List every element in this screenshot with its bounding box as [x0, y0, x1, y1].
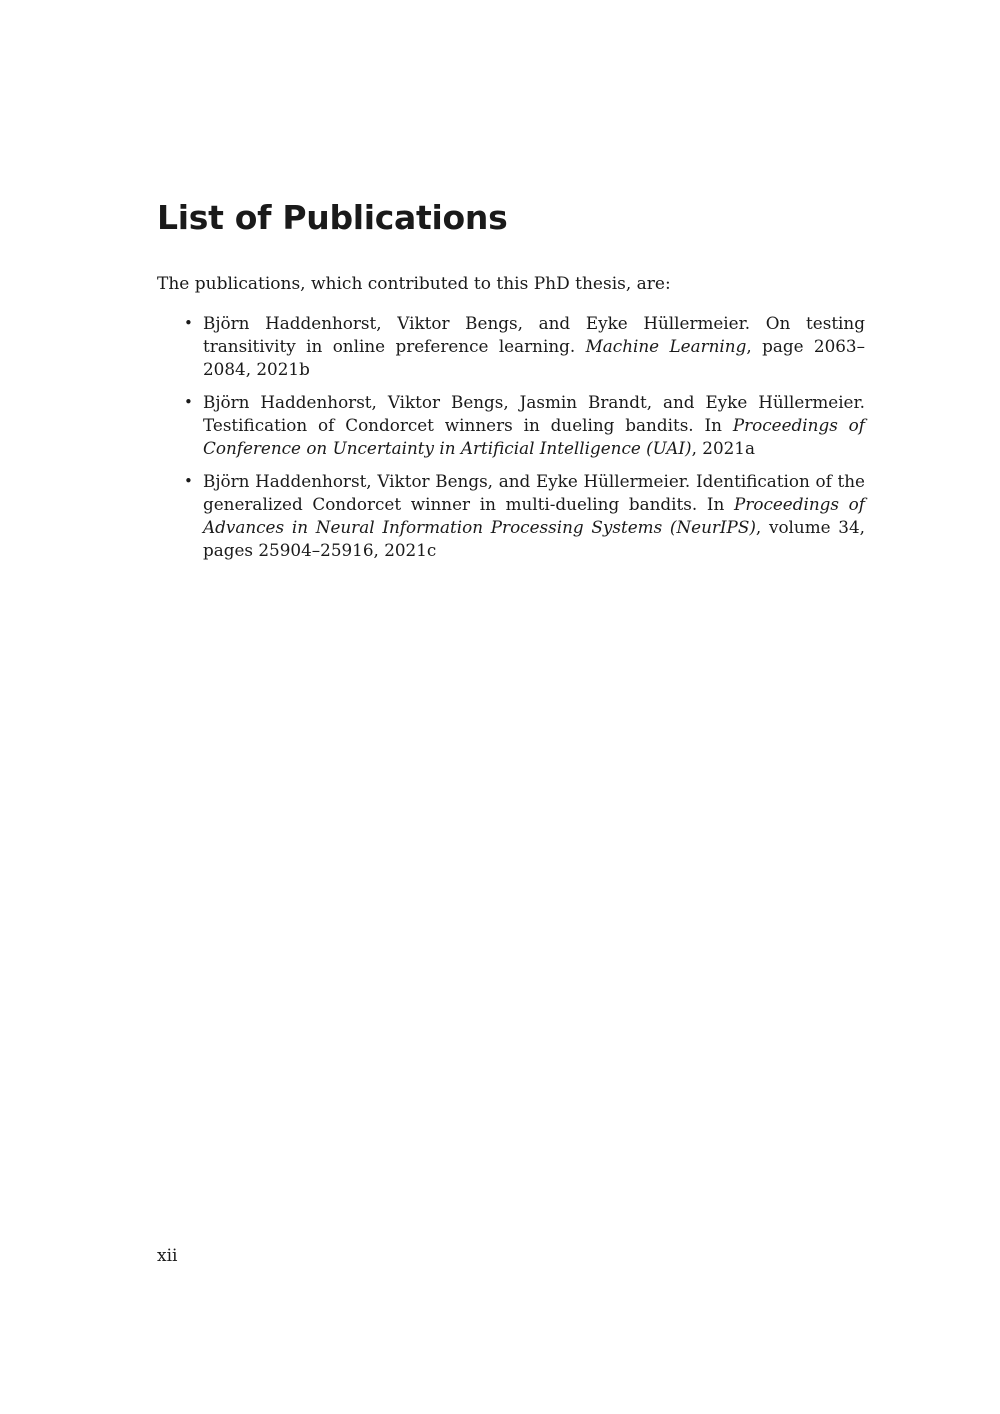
bullet-icon: • [184, 472, 193, 490]
publication-authors: Björn Haddenhorst, Viktor Bengs, and Eyke Hüllermeier. [203, 313, 751, 333]
publication-authors: Björn Haddenhorst, Viktor Bengs, and Eyke Hüllermeier. [203, 471, 691, 491]
bullet-icon: • [184, 393, 193, 411]
page-number: xii [157, 1246, 178, 1266]
publication-details: , page 2063–2084, 2021b [203, 336, 865, 379]
publication-item [157, 312, 865, 381]
bullet-icon: • [184, 314, 193, 332]
publication-list [157, 312, 865, 572]
publication-item [157, 391, 865, 460]
publication-venue: Proceedings of Conference on Uncertainty in Artificial Intelligence (UAI) [203, 415, 865, 458]
publication-item [157, 470, 865, 562]
page-title: List of Publications [157, 198, 508, 237]
publication-title: Testification of Condorcet winners in dueling bandits. In [203, 415, 722, 435]
publication-venue: Proceedings of Advances in Neural Information Processing Systems (NeurIPS) [203, 494, 865, 537]
publication-title: On testing transitivity in online preference learning. [203, 313, 865, 356]
publication-venue: Machine Learning [585, 336, 747, 356]
publication-title: Identification of the generalized Condorcet winner in multi-dueling bandits. In [203, 471, 865, 514]
publication-details: , volume 34, pages 25904–25916, 2021c [203, 517, 865, 560]
publication-details: , 2021a [691, 438, 755, 458]
publication-authors: Björn Haddenhorst, Viktor Bengs, Jasmin Brandt, and Eyke Hüllermeier. [203, 392, 865, 412]
intro-text: The publications, which contributed to this PhD thesis, are: [157, 274, 671, 294]
